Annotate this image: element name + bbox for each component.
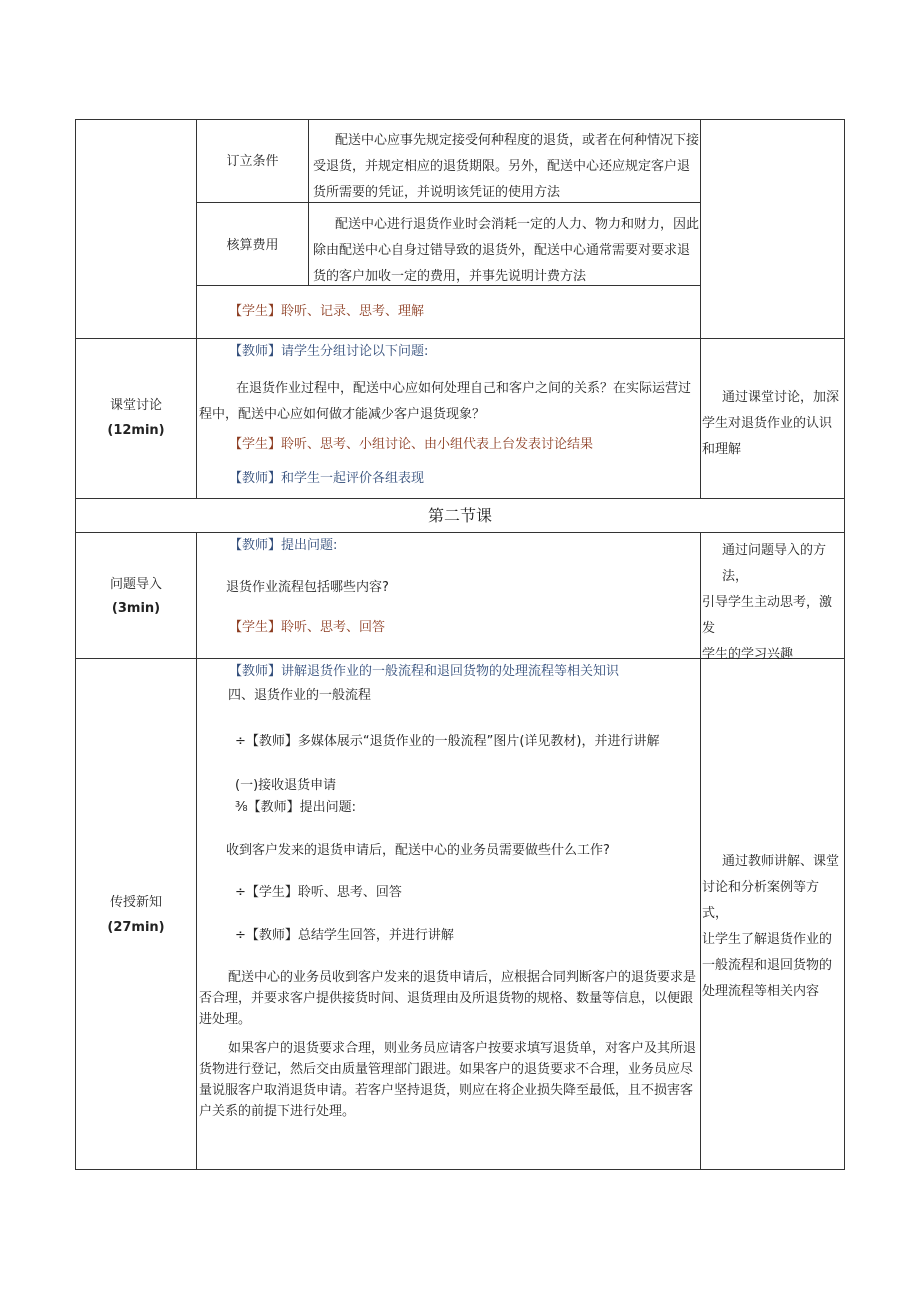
- teaching-heading: 四、退货作业的一般流程: [228, 688, 372, 703]
- discussion-duration: (12min): [107, 423, 165, 438]
- table-border-left: [75, 119, 76, 1170]
- row-separator-3: [75, 532, 845, 533]
- fee-text: 配送中心进行退货作业时会消耗一定的人力、物力和财力，因此 除由配送中心自身过错导致的退货外，配送中心通常需要对要求退 货的客户加收一定的费用，并事先说明计费方法: [313, 217, 700, 284]
- table-border-right: [844, 119, 845, 1170]
- teaching-subheading: (一)接收退货申请: [235, 778, 337, 793]
- intro-student-note: 【学生】聆听、思考、回答: [229, 620, 386, 635]
- teaching-duration: (27min): [107, 920, 165, 935]
- teaching-item-summary: ÷【教师】总结学生回答，并进行讲解: [235, 928, 454, 943]
- row-separator-2: [75, 498, 845, 499]
- teaching-label: 传授新知: [109, 895, 162, 910]
- teaching-item-multimedia: ÷【教师】多媒体展示“退货作业的一般流程”图片(详见教材)，并进行讲解: [235, 734, 660, 749]
- intro-teacher-prompt: 【教师】提出问题:: [229, 538, 338, 553]
- teaching-paragraph-2: 如果客户的退货要求合理，则业务员应请客户按要求填写退货单，对客户及其所退 货物进行登记，然后交由质量管理部门跟进。如果客户的退货要求不合理，业务员应尽 量说服客户取消退货申请。若客户坚持退货，则应在将企业损失降至最低，且不损害客 户关系的前提下进行处理。: [199, 1041, 697, 1119]
- col-divider-2b: [700, 532, 701, 1170]
- teaching-paragraph-1: 配送中心的业务员收到客户发来的退货申请后，应根据合同判断客户的退货要求是 否合理，并要求客户提供接货时间、退货理由及所退货物的规格、数量等信息，以便跟 进处理。: [199, 970, 697, 1027]
- condition-label: 订立条件: [226, 154, 279, 169]
- intro-question: 退货作业流程包括哪些内容?: [226, 580, 389, 595]
- section-title: 第二节课: [427, 506, 492, 525]
- intro-label: 问题导入: [109, 577, 162, 592]
- fee-label: 核算费用: [226, 238, 279, 253]
- discussion-question: 在退货作业过程中，配送中心应如何处理自己和客户之间的关系？在实际运营过 程中，配送中心应如何做才能减少客户退货现象？: [199, 381, 692, 422]
- discussion-purpose: 通过课堂讨论，加深 学生对退货作业的认识 和理解: [702, 390, 840, 457]
- discussion-teacher-prompt: 【教师】请学生分组讨论以下问题:: [229, 344, 429, 359]
- teaching-question: 收到客户发来的退货申请后，配送中心的业务员需要做些什么工作?: [226, 843, 610, 858]
- col-divider-1a: [196, 119, 197, 498]
- discussion-student-note: 【学生】聆听、思考、小组讨论、由小组代表上台发表讨论结果: [229, 437, 594, 452]
- discussion-teacher-note: 【教师】和学生一起评价各组表现: [229, 471, 425, 486]
- teaching-item-question-prompt: ⅜【教师】提出问题:: [235, 800, 356, 815]
- condition-text: 配送中心应事先规定接受何种程度的退货，或者在何种情况下接 受退货，并规定相应的退货期限。另外，配送中心还应规定客户退 货所需要的凭证，并说明该凭证的使用方法: [313, 133, 700, 200]
- discussion-label: 课堂讨论: [109, 398, 162, 413]
- col-divider-2a: [700, 119, 701, 498]
- row-separator-1: [75, 338, 845, 339]
- table-border-top: [75, 119, 845, 120]
- intro-purpose: 通过问题导入的方法， 引导学生主动思考，激发 学生的学习兴趣: [702, 543, 833, 662]
- table-border-bottom: [75, 1169, 845, 1170]
- block1-student-note: 【学生】聆听、记录、思考、理解: [229, 304, 425, 319]
- teaching-item-student: ÷【学生】聆听、思考、回答: [235, 885, 402, 900]
- intro-duration: (3min): [111, 601, 161, 616]
- teaching-purpose: 通过教师讲解、课堂 讨论和分析案例等方式， 让学生了解退货作业的 一般流程和退回货物的 处理流程等相关内容: [702, 854, 840, 999]
- teaching-teacher-intro: 【教师】讲解退货作业的一般流程和退回货物的处理流程等相关知识: [229, 664, 620, 679]
